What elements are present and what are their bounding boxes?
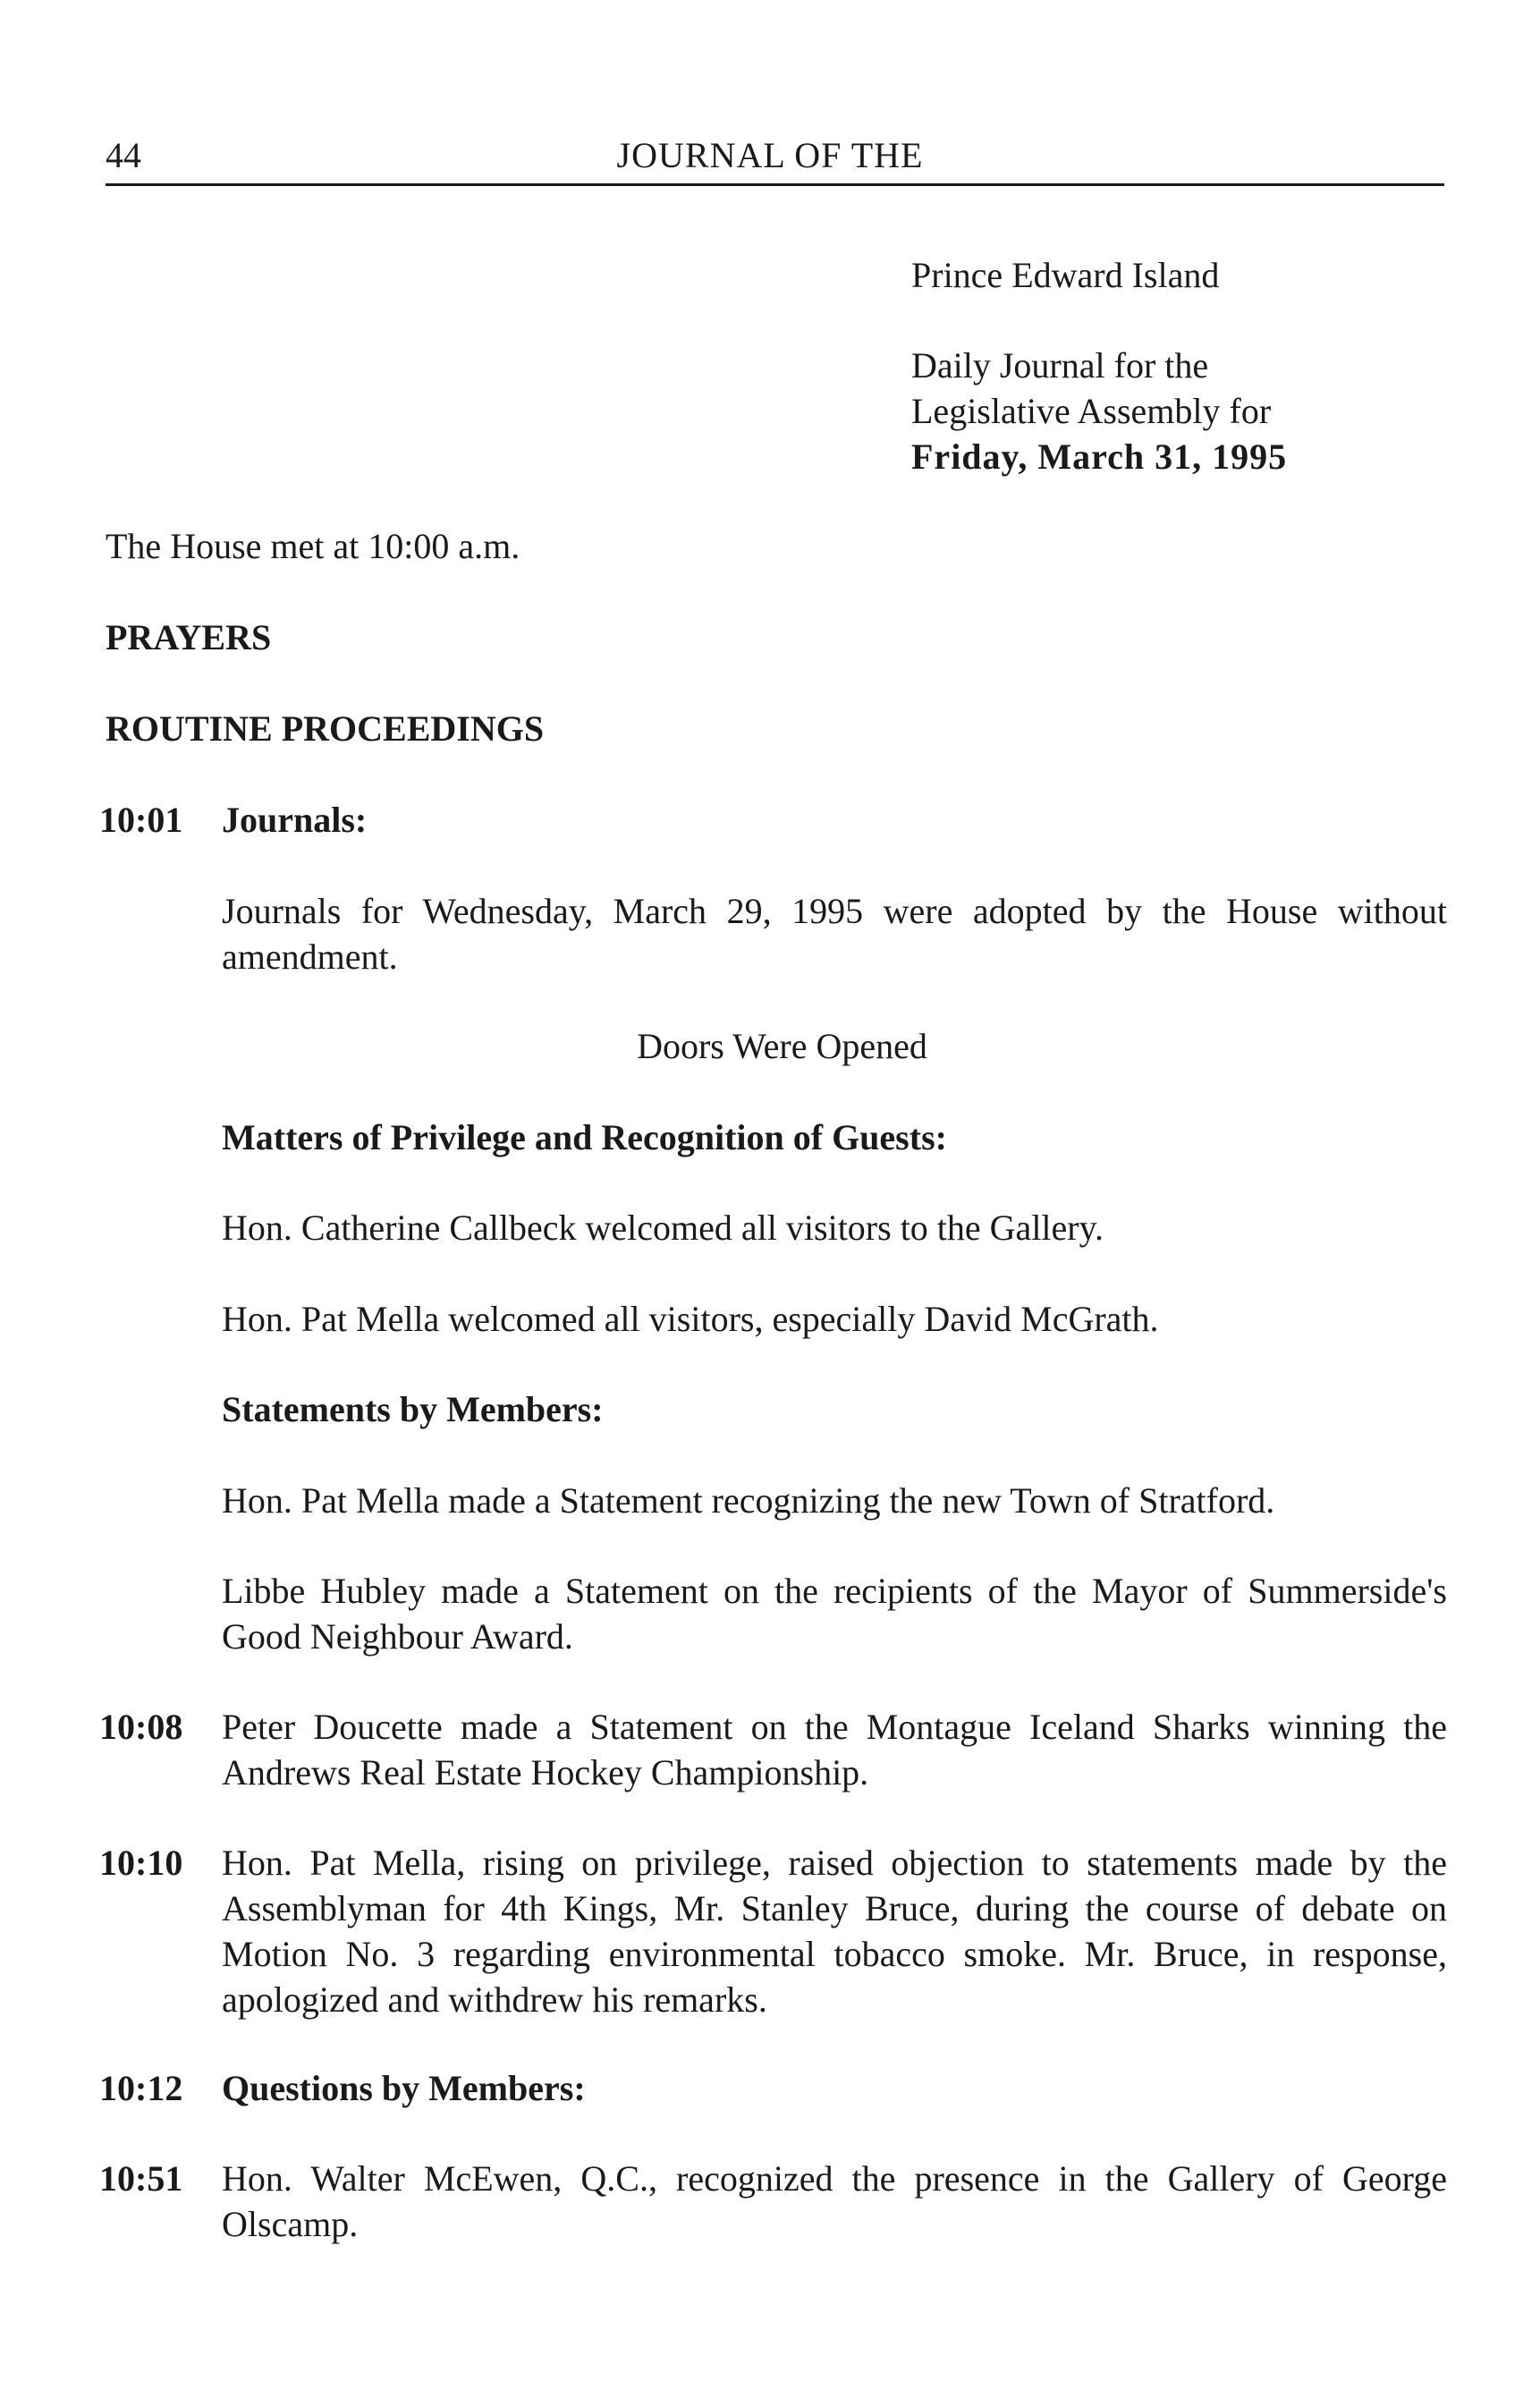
journals-heading: Journals: [222, 800, 368, 840]
page-number: 44 [106, 135, 141, 175]
entry-time: 10:12 [99, 2068, 183, 2108]
journal-title-line-2: Legislative Assembly for [911, 391, 1272, 431]
routine-proceedings-heading: ROUTINE PROCEEDINGS [106, 708, 545, 749]
entry-time: 10:10 [99, 1843, 183, 1883]
entry-time: 10:08 [99, 1707, 183, 1747]
doors-opened-note: Doors Were Opened [637, 1026, 927, 1066]
running-head: JOURNAL OF THE [616, 135, 924, 175]
questions-heading: Questions by Members: [222, 2068, 586, 2108]
journals-time: 10:01 [99, 800, 183, 840]
statement-item: Hon. Pat Mella made a Statement recognizing the new Town of Stratford. [222, 1480, 1275, 1521]
header-rule [106, 183, 1444, 186]
opening-line: The House met at 10:00 a.m. [106, 526, 520, 566]
journals-text: Journals for Wednesday, March 29, 1995 were adopted by the House without amendment. [222, 891, 1447, 977]
statement-item: Libbe Hubley made a Statement on the recipients of the Mayor of Summerside's Good Neighbour Award. [222, 1571, 1447, 1657]
entry-text: Peter Doucette made a Statement on the Montague Iceland Sharks winning the Andrews Real Estate Hockey Championship. [222, 1707, 1447, 1793]
entry-text: Hon. Pat Mella, rising on privilege, raised objection to statements made by the Assemblyman for 4th Kings, Mr. Stanley Bruce, during the course of debate on Motion No. 3 regarding environmental tobacco smoke. Mr. Bruce, in response, apologized and withdrew his remarks. [222, 1843, 1447, 2020]
entry-text: Hon. Walter McEwen, Q.C., recognized the presence in the Gallery of George Olscamp. [222, 2158, 1447, 2244]
statements-heading: Statements by Members: [222, 1389, 604, 1429]
journal-place: Prince Edward Island [911, 255, 1220, 295]
privilege-item: Hon. Pat Mella welcomed all visitors, especially David McGrath. [222, 1299, 1159, 1339]
journal-header [911, 252, 1287, 479]
privilege-heading: Matters of Privilege and Recognition of Guests: [222, 1117, 947, 1157]
entry-time: 10:51 [99, 2158, 183, 2199]
privilege-item: Hon. Catherine Callbeck welcomed all visitors to the Gallery. [222, 1208, 1104, 1248]
journal-title-line-1: Daily Journal for the [911, 345, 1209, 386]
prayers-heading: PRAYERS [106, 617, 272, 657]
journal-date: Friday, March 31, 1995 [911, 436, 1288, 477]
